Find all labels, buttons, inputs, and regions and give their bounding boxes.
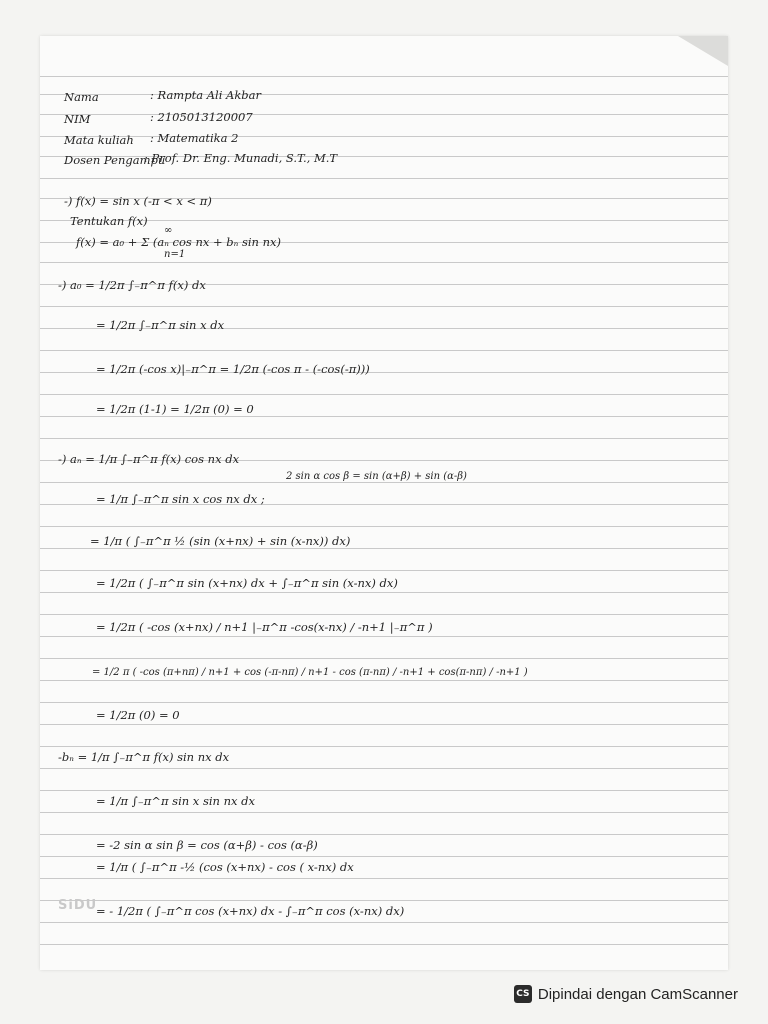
ruled-line bbox=[40, 548, 728, 549]
dosen-label: Dosen Pengampu bbox=[64, 153, 166, 167]
bn-step-4: = 1/π ( ∫₋π^π -½ (cos (x+nx) - cos ( x-nx) dx bbox=[96, 860, 354, 874]
bn-step-2: = 1/π ∫₋π^π sin x sin nx dx bbox=[96, 794, 255, 808]
nim-value: : 2105013120007 bbox=[150, 110, 253, 124]
ruled-line bbox=[40, 658, 728, 659]
camscanner-footer bbox=[514, 985, 738, 1003]
bn-step-1: -bₙ = 1/π ∫₋π^π f(x) sin nx dx bbox=[58, 750, 230, 764]
an-step-4: = 1/2π ( ∫₋π^π sin (x+nx) dx + ∫₋π^π sin (x-nx) dx) bbox=[96, 576, 398, 590]
ruled-line bbox=[40, 768, 728, 769]
a0-step-3: = 1/2π (-cos x)|₋π^π = 1/2π (-cos π - (-cos(-π))) bbox=[96, 362, 370, 376]
an-identity-note: 2 sin α cos β = sin (α+β) + sin (α-β) bbox=[286, 471, 467, 482]
matkul-label: Mata kuliah bbox=[64, 133, 134, 147]
ruled-line bbox=[40, 570, 728, 571]
ruled-line bbox=[40, 790, 728, 791]
ruled-line bbox=[40, 878, 728, 879]
notebook-page bbox=[40, 36, 728, 970]
ruled-line bbox=[40, 856, 728, 857]
ruled-line bbox=[40, 746, 728, 747]
ruled-line bbox=[40, 812, 728, 813]
ruled-line bbox=[40, 526, 728, 527]
nim-label: NIM bbox=[64, 112, 91, 126]
ruled-line bbox=[40, 136, 728, 137]
an-step-6: = 1/2 π ( -cos (π+nπ) / n+1 + cos (-π-nπ) / n+1 - cos (π-nπ) / -n+1 + cos(π-nπ) / -n+1 ) bbox=[92, 667, 528, 678]
ruled-line bbox=[40, 900, 728, 901]
sum-lower-limit: n=1 bbox=[164, 249, 186, 260]
ruled-line bbox=[40, 438, 728, 439]
page-corner-fold bbox=[678, 36, 728, 66]
camscanner-logo-icon: CS bbox=[514, 985, 532, 1003]
ruled-line bbox=[40, 114, 728, 115]
an-step-5: = 1/2π ( -cos (x+nx) / n+1 |₋π^π -cos(x-nx) / -n+1 |₋π^π ) bbox=[96, 620, 433, 634]
ruled-line bbox=[40, 306, 728, 307]
nama-label: Nama bbox=[64, 90, 99, 104]
a0-step-1: -) a₀ = 1/2π ∫₋π^π f(x) dx bbox=[58, 278, 206, 292]
nama-value: : Rampta Ali Akbar bbox=[150, 88, 262, 102]
bn-step-3: = -2 sin α sin β = cos (α+β) - cos (α-β) bbox=[96, 838, 318, 852]
ruled-line bbox=[40, 592, 728, 593]
ruled-line bbox=[40, 394, 728, 395]
ruled-line bbox=[40, 94, 728, 95]
sum-upper-limit: ∞ bbox=[164, 225, 173, 236]
task-statement: Tentukan f(x) bbox=[70, 214, 148, 228]
function-definition: -) f(x) = sin x (-π < x < π) bbox=[64, 194, 212, 208]
matkul-value: : Matematika 2 bbox=[150, 131, 239, 145]
an-step-3: = 1/π ( ∫₋π^π ½ (sin (x+nx) + sin (x-nx)) dx) bbox=[90, 534, 351, 548]
ruled-line bbox=[40, 178, 728, 179]
paper-watermark: SiDU bbox=[58, 898, 98, 913]
ruled-line bbox=[40, 636, 728, 637]
ruled-line bbox=[40, 724, 728, 725]
camscanner-text: Dipindai dengan CamScanner bbox=[537, 985, 738, 1003]
ruled-line bbox=[40, 944, 728, 945]
ruled-line bbox=[40, 262, 728, 263]
an-step-7: = 1/2π (0) = 0 bbox=[96, 708, 180, 722]
ruled-line bbox=[40, 834, 728, 835]
a0-step-4: = 1/2π (1-1) = 1/2π (0) = 0 bbox=[96, 402, 254, 416]
ruled-line bbox=[40, 416, 728, 417]
ruled-line bbox=[40, 350, 728, 351]
an-step-1: -) aₙ = 1/π ∫₋π^π f(x) cos nx dx bbox=[58, 452, 240, 466]
a0-step-2: = 1/2π ∫₋π^π sin x dx bbox=[96, 318, 225, 332]
ruled-line bbox=[40, 614, 728, 615]
dosen-value: : Prof. Dr. Eng. Munadi, S.T., M.T bbox=[144, 151, 338, 165]
an-step-2: = 1/π ∫₋π^π sin x cos nx dx ; bbox=[96, 492, 265, 506]
fourier-series-formula: f(x) = a₀ + Σ (aₙ cos nx + bₙ sin nx) bbox=[76, 235, 281, 249]
bn-step-5: = - 1/2π ( ∫₋π^π cos (x+nx) dx - ∫₋π^π cos (x-nx) dx) bbox=[96, 904, 405, 918]
ruled-line bbox=[40, 482, 728, 483]
ruled-line bbox=[40, 702, 728, 703]
ruled-line bbox=[40, 922, 728, 923]
ruled-line bbox=[40, 680, 728, 681]
ruled-line bbox=[40, 76, 728, 77]
